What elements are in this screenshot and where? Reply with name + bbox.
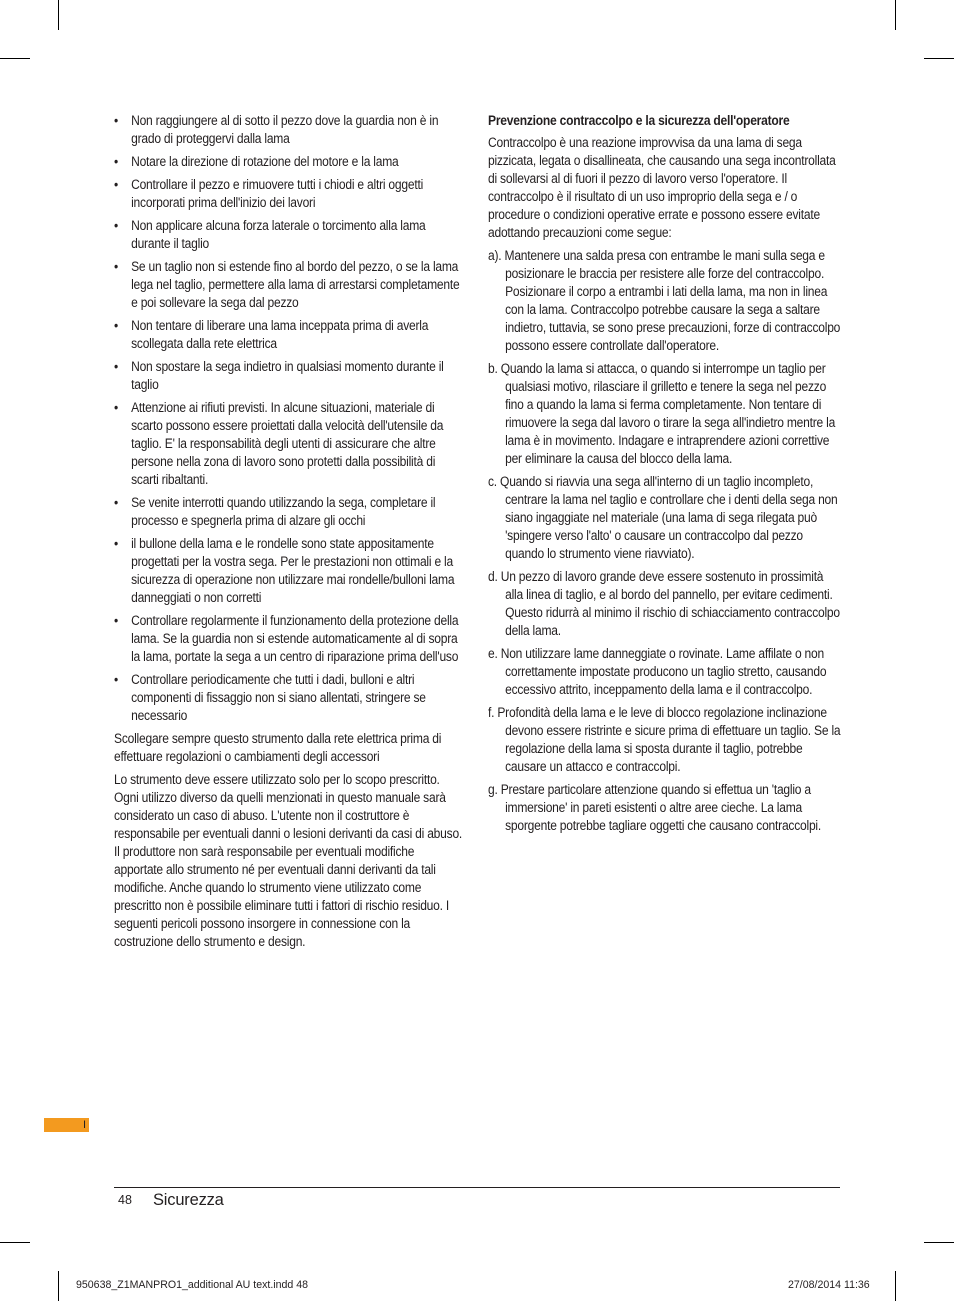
- kickback-step: e. Non utilizzare lame danneggiate o rovinate. Lame affilate o non correttamente impostate producono un taglio stretto, causando eccessivo attrito, inceppamento della lama e il contraccolpo.: [488, 646, 827, 697]
- bullet-item: • Controllare il pezzo e rimuovere tutti i chiodi e altri oggetti incorporati prima dell'inizio dei lavori: [114, 176, 463, 212]
- bullet-item: • Controllare periodicamente che tutti i dadi, bulloni e altri componenti di fissaggio non si siano allentati, stringere se necessario: [114, 671, 463, 725]
- safety-bullet-list: [114, 112, 463, 725]
- intended-use-paragraph: Lo strumento deve essere utilizzato solo per lo scopo prescritto. Ogni utilizzo diverso da quelli menzionati in questo manuale sarà considerato un caso di abuso. L'utente non il costruttore è responsabile per eventuali danni o lesioni derivanti da casi di abuso. Il produttore non sarà responsabile per eventuali modifiche apportate allo strumento né per eventuali danni derivanti da tali modifiche. Anche quando lo strumento viene utilizzato come prescritto non è possibile eliminare tutti i fattori di rischio residuo. I seguenti pericoli possono insorgere in connessione con la costruzione dello strumento e design.: [114, 772, 463, 949]
- kickback-step: b. Quando la lama si attacca, o quando si interrompe un taglio per qualsiasi motivo, rilasciare il grilletto e tenere la sega nel pezzo fino a quando la lama si ferma completamente. Non tentare di rimuovere la sega dal lavoro o tirare la sega all'indietro mentre la lama è in movimento. Indagare e intraprendere azioni correttive per eliminare la causa del blocco della lama.: [488, 361, 836, 466]
- crop-mark: [58, 1271, 59, 1301]
- bullet-item: • Se venite interrotti quando utilizzando la sega, completare il processo e spegnerla prima di alzare gli occhi: [114, 494, 463, 530]
- crop-mark: [0, 1242, 30, 1243]
- footer-rule: [114, 1187, 840, 1188]
- kickback-step: g. Prestare particolare attenzione quando si effettua un 'taglio a immersione' in pareti esistenti o altre aree cieche. La lama sporgente potrebbe tagliare oggetti che causano contraccolpi.: [488, 782, 822, 833]
- bullet-item: • Se un taglio non si estende fino al bordo del pezzo, o se la lama lega nel taglio, permettere alla lama di arrestarsi completamente e poi sollevare la sega dal pezzo: [114, 258, 463, 312]
- slug-filename: 950638_Z1MANPRO1_additional AU text.indd 48: [76, 1279, 309, 1291]
- unplug-paragraph: Scollegare sempre questo strumento dalla rete elettrica prima di effettuare regolazioni o cambiamenti degli accessori: [114, 731, 442, 764]
- bullet-item: • Non applicare alcuna forza laterale o torcimento alla lama durante il taglio: [114, 217, 463, 253]
- bullet-item: • Non raggiungere al di sotto il pezzo dove la guardia non è in grado di proteggervi dalla lama: [114, 112, 463, 148]
- right-column: [488, 112, 841, 840]
- kickback-intro: Contraccolpo è una reazione improvvisa da una lama di sega pizzicata, legata o disallineata, che causando una sega incontrollata di sollevarsi al di fuori il pezzo di lavoro verso l'operatore. Il contraccolpo è il risultato di un uso improprio della sega e / o procedure o condizioni operative errate e possono essere evitate adottando precauzioni come segue:: [488, 135, 836, 240]
- bullet-item: • Non tentare di liberare una lama inceppata prima di averla scollegata dalla rete elettrica: [114, 317, 463, 353]
- crop-mark: [58, 0, 59, 30]
- crop-mark: [895, 1271, 896, 1301]
- footer-section-title: Sicurezza: [153, 1191, 224, 1209]
- crop-mark: [895, 0, 896, 30]
- kickback-step: d. Un pezzo di lavoro grande deve essere sostenuto in prossimità alla linea di taglio, e al bordo del pannello, per evitare cedimenti. Questo ridurrà al minimo il rischio di schiacciamento contraccolpo della lama.: [488, 569, 840, 638]
- bullet-item: • il bullone della lama e le rondelle sono state appositamente progettati per la vostra sega. Per le prestazioni non ottimali e la sicurezza di operazione non utilizzare mai rondelle/bulloni lama danneggiati o non corretti: [114, 535, 463, 607]
- kickback-step: a). Mantenere una salda presa con entrambe le mani sulla sega e posizionare le braccia per resistere alle forze del contraccolpo. Posizionare il corpo a entrambi i lati della lama, ma non in linea con la lama. Contraccolpo potrebbe causare la sega a saltare indietro, tuttavia, se sono prese precauzioni, forze di contraccolpo possono essere controllate dall'operatore.: [488, 248, 841, 353]
- bullet-item: • Controllare regolarmente il funzionamento della protezione della lama. Se la guardia non si estende automaticamente al di sopra la lama, portate la sega a un centro di riparazione prima dell'uso: [114, 612, 463, 666]
- crop-mark: [924, 1242, 954, 1243]
- slug-date: 27/08/2014 11:36: [788, 1279, 870, 1291]
- bullet-item: • Non spostare la sega indietro in qualsiasi momento durante il taglio: [114, 358, 463, 394]
- left-column: [114, 112, 463, 956]
- bullet-item: • Attenzione ai rifiuti previsti. In alcune situazioni, materiale di scarto possono essere proiettati dalla velocità dell'utensile da taglio. E' la responsabilità degli utenti di assicurare che altre persone nella zona di lavoro sono protetti dalla possibilità di scarti ribaltanti.: [114, 399, 463, 489]
- kickback-step: c. Quando si riavvia una sega all'interno di un taglio incompleto, centrare la lama nel taglio e controllare che i denti della sega non siano ingaggiate nel materiale (una lama di sega rilegata può 'spingere verso l'alto' o causare un contraccolpo dal pezzo quando lo strumento viene riavviato).: [488, 474, 838, 561]
- crop-mark: [924, 58, 954, 59]
- crop-mark: [0, 58, 30, 59]
- section-heading: Prevenzione contraccolpo e la sicurezza dell'operatore: [488, 113, 790, 128]
- page-number: 48: [118, 1193, 132, 1207]
- bullet-item: • Notare la direzione di rotazione del motore e la lama: [114, 153, 463, 171]
- kickback-step: f. Profondità della lama e le leve di blocco regolazione inclinazione devono essere ristrinte e sicure prima di effettuare un taglio. Se la regolazione della lama si sposta durante il taglio, potrebbe causare un attacco e contraccolpi.: [488, 705, 841, 774]
- language-tab-letter: I: [83, 1119, 87, 1131]
